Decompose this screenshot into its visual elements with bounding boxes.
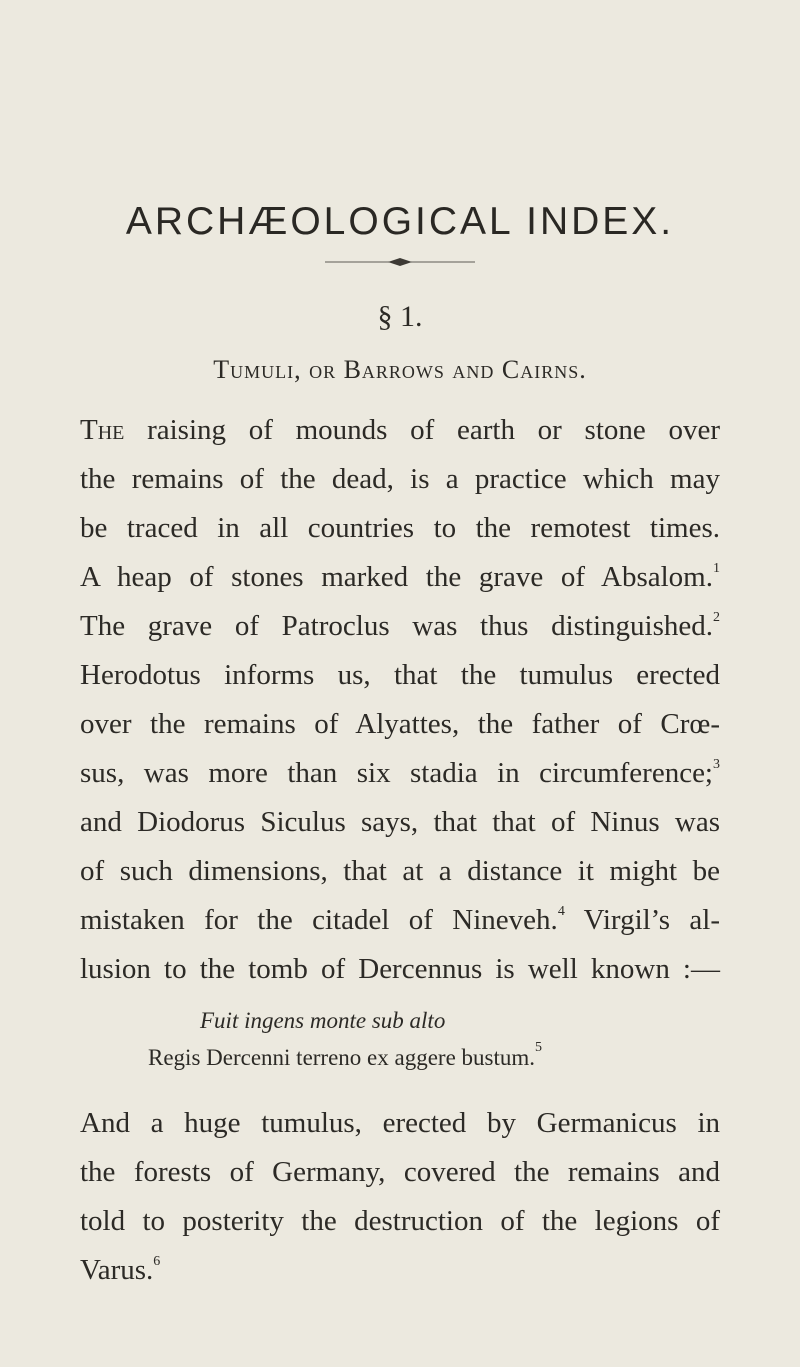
section-subtitle: Tumuli, or Barrows and Cairns. <box>213 355 587 384</box>
body-line: and Diodorus Siculus says, that that of Ninus was <box>80 806 720 838</box>
footnote-ref[interactable]: 6 <box>153 1254 161 1269</box>
body-line: the remains of the dead, is a practice which may <box>80 463 720 495</box>
body-line: A heap of stones marked the grave of Absalom.$^1$ <box>80 561 720 593</box>
body-line: mistaken for the citadel of Nineveh.$^4$ Virgil’s al- <box>80 904 720 936</box>
footnote-ref[interactable]: 5 <box>535 1040 543 1055</box>
body-line: the forests of Germany, covered the remains and <box>80 1156 720 1188</box>
drop-word: The <box>80 414 125 446</box>
body-line: over the remains of Alyattes, the father of Crœ- <box>80 708 720 740</box>
body-line: lusion to the tomb of Dercennus is well known :— <box>80 953 720 985</box>
verse-line: Regis Dercenni terreno ex aggere bustum.$^5$ <box>148 1040 543 1070</box>
body-line: Varus.$^6$ <box>80 1254 161 1286</box>
footnote-ref[interactable]: 3 <box>713 757 720 772</box>
body-line: Herodotus informs us, that the tumulus erected <box>80 659 720 691</box>
footnote-ref[interactable]: 1 <box>713 561 720 576</box>
body-line: be traced in all countries to the remotest times. <box>80 512 720 544</box>
footnote-ref[interactable]: 4 <box>557 904 565 919</box>
body-line: sus, was more than six stadia in circumference;$^3$ <box>80 757 720 789</box>
section-number: § 1. <box>377 300 423 333</box>
footnote-ref[interactable]: 2 <box>713 610 720 625</box>
body-line: told to posterity the destruction of the legions of <box>80 1205 720 1237</box>
body-line: The grave of Patroclus was thus distinguished.$^2$ <box>80 610 720 642</box>
body-line: And a huge tumulus, erected by Germanicus in <box>80 1107 720 1139</box>
body-line: The raising of mounds of earth or stone over <box>80 414 720 446</box>
body-line: of such dimensions, that at a distance it might be <box>80 855 720 887</box>
page-title: ARCHÆOLOGICAL INDEX. <box>125 200 675 243</box>
verse-line: Fuit ingens monte sub alto <box>200 1008 446 1033</box>
ornament-divider <box>325 257 475 267</box>
